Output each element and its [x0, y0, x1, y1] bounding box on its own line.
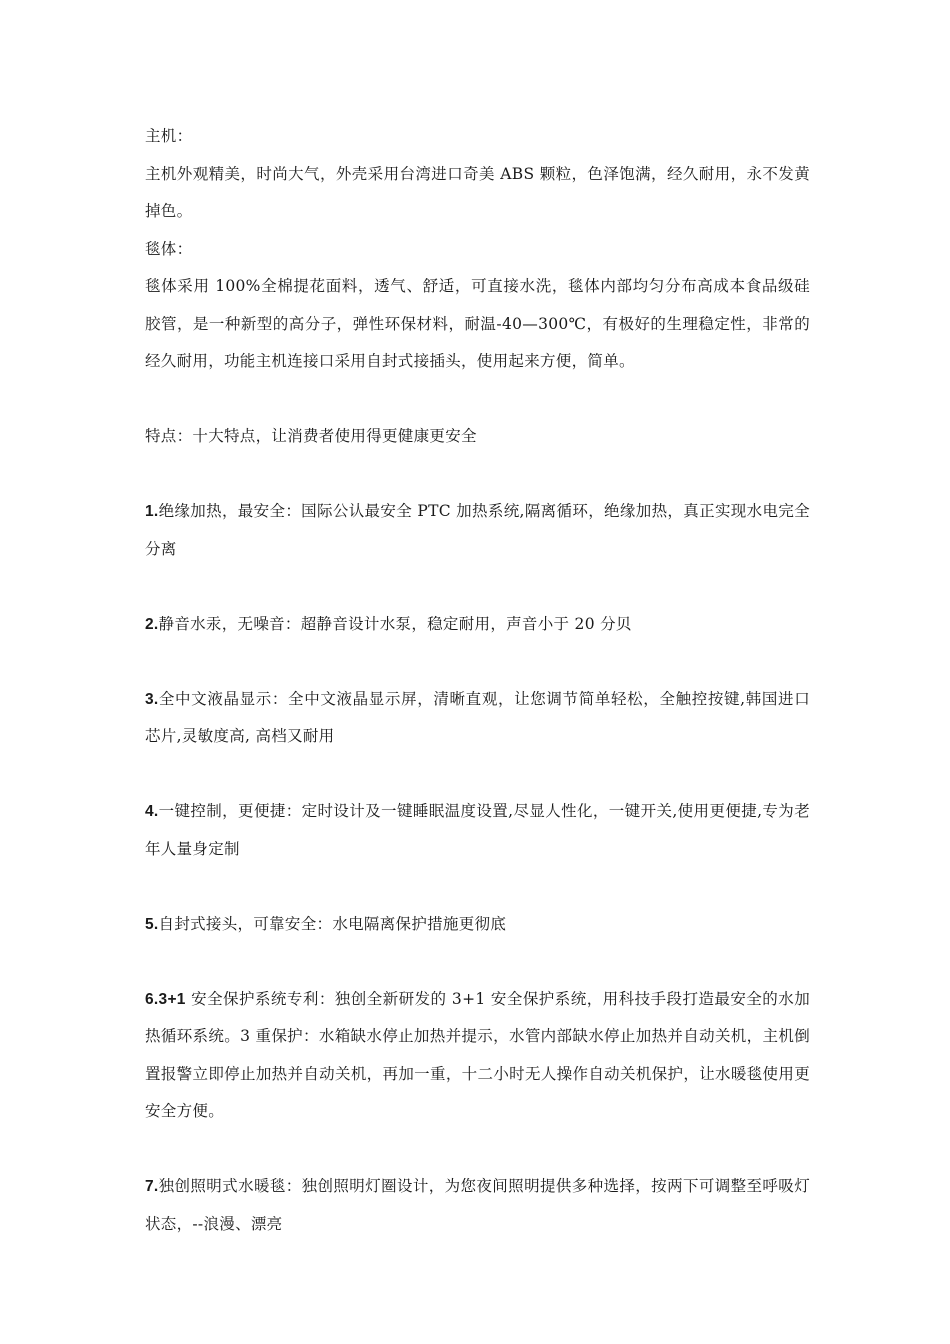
feature-text: 安全保护系统专利：独创全新研发的 3+1 安全保护系统，用科技手段打造最安全的水加热循环系统。3 重保护：水箱缺水停止加热并提示，水管内部缺水停止加热并自动关机，主机倒置报警立即停止加热并自动关机，再加一重，十二小时无人操作自动关机保护，让水暖毯使用更安全方便。: [145, 989, 810, 1120]
feature-item-1: [145, 493, 810, 568]
host-heading: 主机：: [145, 127, 193, 145]
feature-number: 3.: [145, 690, 159, 708]
feature-number: 2.: [145, 615, 159, 633]
feature-number: 6.3+1: [145, 990, 186, 1008]
feature-text: 独创照明式水暖毯：独创照明灯圈设计，为您夜间照明提供多种选择，按两下可调整至呼吸灯状态，--浪漫、漂亮: [145, 1177, 810, 1233]
feature-text: 自封式接头，可靠安全：水电隔离保护措施更彻底: [158, 914, 507, 933]
feature-item-3: [145, 681, 810, 756]
blanket-heading: 毯体：: [145, 239, 193, 258]
blanket-description: 毯体采用 100%全棉提花面料，透气、舒适，可直接水洗，毯体内部均匀分布高成本食品级硅胶管，是一种新型的高分子，弹性环保材料，耐温-40—300℃，有极好的生理稳定性，非常的经久耐用，功能主机连接口采用自封式接插头，使用起来方便，简单。: [145, 277, 810, 370]
spacer: [145, 868, 810, 906]
spacer: [145, 943, 810, 981]
spacer: [145, 643, 810, 681]
features-title: 特点：十大特点，让消费者使用得更健康更安全: [145, 427, 477, 445]
spacer: [145, 568, 810, 606]
feature-item-5: [145, 906, 810, 944]
spacer: [145, 456, 810, 494]
document-page: [145, 118, 810, 1243]
feature-text: 一键控制，更便捷：定时设计及一键睡眠温度设置,尽显人性化，一键开关,使用更便捷,专为老年人量身定制: [145, 802, 810, 858]
feature-item-7: [145, 1168, 810, 1243]
spacer: [145, 756, 810, 794]
feature-number: 1.: [145, 503, 159, 520]
spacer: [145, 381, 810, 419]
feature-item-6: [145, 981, 810, 1131]
feature-number: 7.: [145, 1178, 159, 1195]
spacer: [145, 1131, 810, 1169]
feature-item-2: [145, 606, 810, 644]
feature-number: 5.: [145, 915, 159, 933]
feature-text: 静音水汞，无噪音：超静音设计水泵，稳定耐用，声音小于 20 分贝: [158, 614, 632, 633]
feature-number: 4.: [145, 803, 159, 820]
feature-text: 绝缘加热，最安全：国际公认最安全 PTC 加热系统,隔离循环，绝缘加热，真正实现水电完全分离: [145, 502, 810, 558]
host-description: 主机外观精美，时尚大气，外壳采用台湾进口奇美 ABS 颗粒，色泽饱满，经久耐用，永不发黄掉色。: [145, 164, 810, 220]
feature-text: 全中文液晶显示：全中文液晶显示屏，清晰直观，让您调节简单轻松，全触控按键,韩国进口芯片,灵敏度高, 高档又耐用: [145, 689, 810, 745]
feature-item-4: [145, 793, 810, 868]
